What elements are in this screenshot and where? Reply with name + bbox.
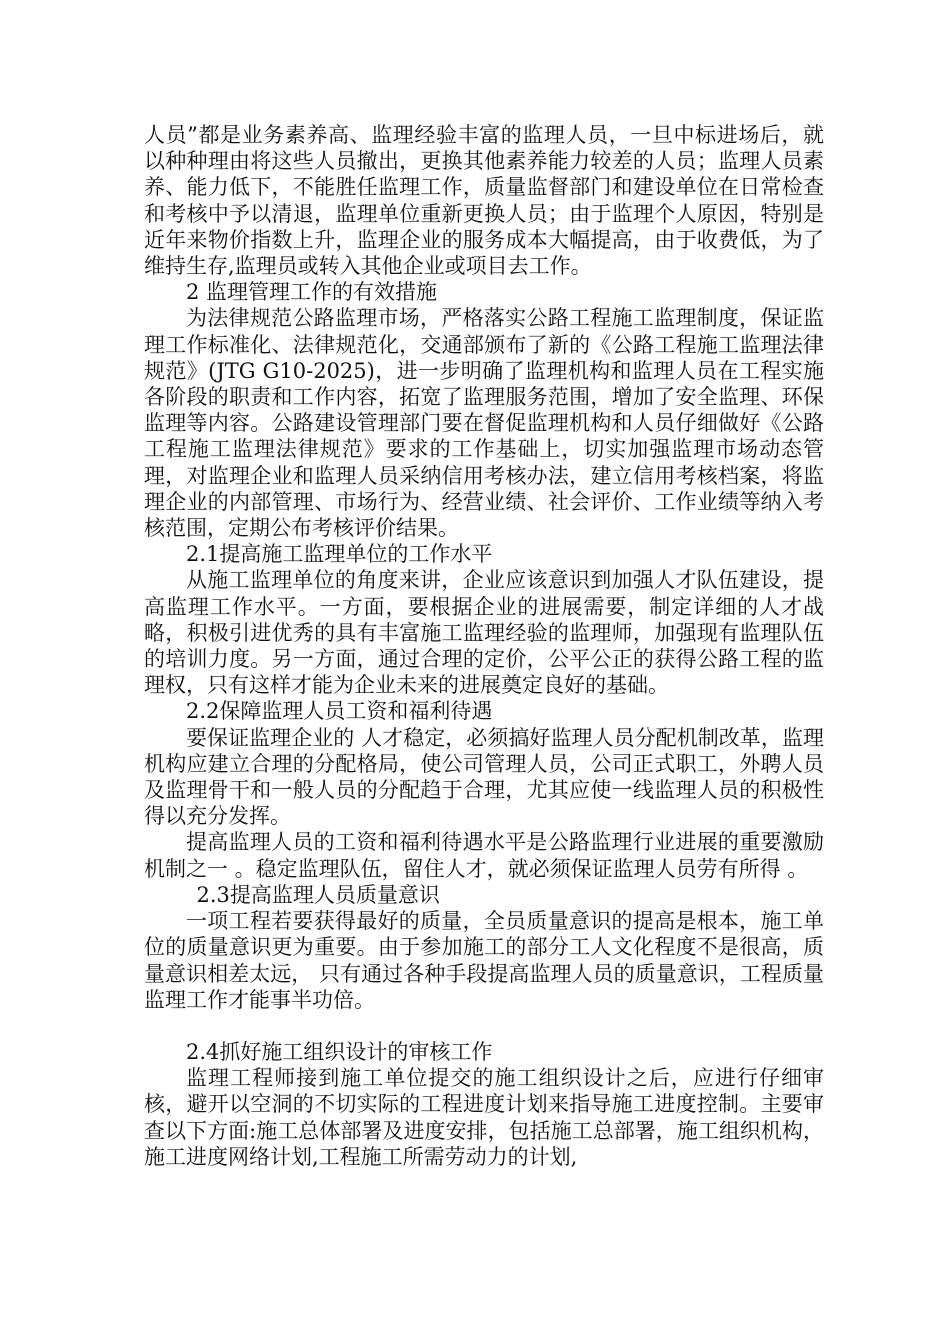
section-heading-2-1: 2.1提高施工监理单位的工作水平	[186, 542, 493, 567]
section-heading-2: 2 监理管理工作的有效措施	[186, 280, 438, 305]
section-heading-2-2: 2.2保障监理人员工资和福利待遇	[186, 699, 493, 724]
paragraph-review: 监理工程师接到施工单位提交的施工组织设计之后，应进行仔细审核，避开以空洞的不切实际的工程进度计划来指导施工进度控制。主要审查以下方面:施工总体部署及进度安排，包括施工总部署，施工组织机构，施工进度网络计划,工程施工所需劳动力的计划,	[144, 1066, 824, 1169]
paragraph-quality: 一项工程若要获得最好的质量，全员质量意识的提高是根本，施工单位的质量意识更为重要。由于参加施工的部分工人文化程度不是很高，质量意识相差太远， 只有通过各种手段提高监理人员的质量意识，工程质量监理工作才能事半功倍。	[144, 909, 824, 1012]
section-heading-2-3: 2.3提高监理人员质量意识	[196, 882, 440, 907]
document-body	[144, 122, 824, 1170]
paragraph-regulation: 为法律规范公路监理市场，严格落实公路工程施工监理制度，保证监理工作标准化、法律规范化，交通部颁布了新的《公路工程施工监理法律规范》(JTG G10-2025)，进一步明确了监理机构和监理人员在工程实施各阶段的职责和工作内容，拓宽了监理服务范围，增加了安全监理、环保监理等内容。公路建设管理部门要在督促监理机构和人员仔细做好《公路工程施工监理法律规范》要求的工作基础上，切实加强监理市场动态管理，对监理企业和监理人员采纳信用考核办法，建立信用考核档案，将监理企业的内部管理、市场行为、经营业绩、社会评价、工作业绩等纳入考核范围，定期公布考核评价结果。	[144, 306, 824, 541]
paragraph-distribution: 要保证监理企业的 人才稳定，必须搞好监理人员分配机制改革，监理机构应建立合理的分配格局，使公司管理人员，公司正式职工，外聘人员及监理骨干和一般人员的分配趋于合理，尤其应使一线监理人员的积极性得以充分发挥。	[144, 725, 824, 829]
section-heading-2-4: 2.4抓好施工组织设计的审核工作	[186, 1039, 493, 1064]
paragraph-talent: 从施工监理单位的角度来讲，企业应该意识到加强人才队伍建设，提高监理工作水平。一方面，要根据企业的进展需要，制定详细的人才战略，积极引进优秀的具有丰富施工监理经验的监理师，加强现有监理队伍的培训力度。另一方面，通过合理的定价，公平公正的获得公路工程的监理权，只有这样才能为企业未来的进展奠定良好的基础。	[144, 568, 824, 698]
paragraph-intro-continued: 人员”都是业务素养高、监理经验丰富的监理人员，一旦中标进场后，就以种种理由将这些人员撤出，更换其他素养能力较差的人员；监理人员素养、能力低下，不能胜任监理工作，质量监督部门和建设单位在日常检查和考核中予以清退，监理单位重新更换人员；由于监理个人原因，特别是近年来物价指数上升，监理企业的服务成本大幅提高，由于收费低，为了维持生存,监理员或转入其他企业或项目去工作。	[144, 123, 824, 279]
paragraph-wages: 提高监理人员的工资和福利待遇水平是公路监理行业进展的重要激励机制之一 。稳定监理队伍，留住人才，就必须保证监理人员劳有所得 。	[144, 830, 824, 881]
blank-line	[144, 1013, 824, 1039]
